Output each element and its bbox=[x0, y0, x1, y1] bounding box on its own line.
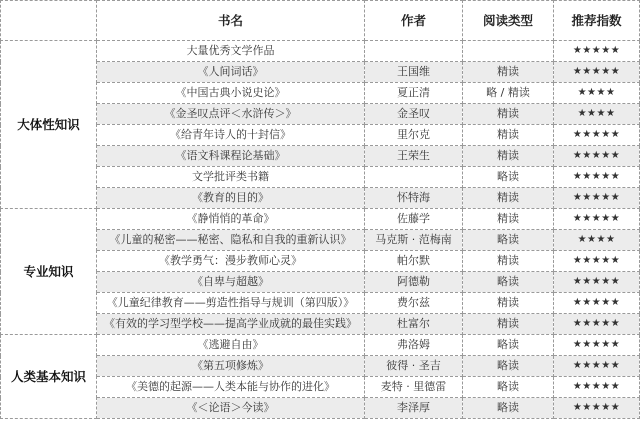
book-title-cell: 《有效的学习型学校——提高学业成就的最佳实践》 bbox=[97, 314, 365, 335]
author-cell: 李泽厚 bbox=[365, 398, 463, 419]
table-row bbox=[1, 251, 640, 272]
reading-type-cell: 精读 bbox=[463, 251, 554, 272]
table-row bbox=[1, 62, 640, 83]
table-row bbox=[1, 125, 640, 146]
book-title-cell: 《自卑与超越》 bbox=[97, 272, 365, 293]
table-row bbox=[1, 167, 640, 188]
rating-stars: ★★★★★ bbox=[554, 251, 640, 272]
book-title-cell: 《语文科课程论基础》 bbox=[97, 146, 365, 167]
rating-stars: ★★★★★ bbox=[554, 377, 640, 398]
book-title-cell: 《美德的起源——人类本能与协作的进化》 bbox=[97, 377, 365, 398]
rating-stars: ★★★★★ bbox=[554, 314, 640, 335]
book-title-cell: 《静悄悄的革命》 bbox=[97, 209, 365, 230]
book-title-cell: 大量优秀文学作品 bbox=[97, 41, 365, 62]
book-title-cell: 《第五项修炼》 bbox=[97, 356, 365, 377]
reading-type-cell: 略读 bbox=[463, 356, 554, 377]
table-row bbox=[1, 146, 640, 167]
book-title-cell: 《逃避自由》 bbox=[97, 335, 365, 356]
reading-type-cell: 精读 bbox=[463, 293, 554, 314]
rating-stars: ★★★★★ bbox=[554, 146, 640, 167]
table-row bbox=[1, 293, 640, 314]
rating-stars: ★★★★★ bbox=[554, 125, 640, 146]
reading-type-cell: 精读 bbox=[463, 314, 554, 335]
reading-type-cell: 精读 bbox=[463, 209, 554, 230]
table-row bbox=[1, 335, 640, 356]
book-title-cell: 《教育的目的》 bbox=[97, 188, 365, 209]
author-cell: 王荣生 bbox=[365, 146, 463, 167]
table-row bbox=[1, 209, 640, 230]
author-cell bbox=[365, 41, 463, 62]
rating-stars: ★★★★★ bbox=[554, 398, 640, 419]
author-cell: 里尔克 bbox=[365, 125, 463, 146]
header-title: 书名 bbox=[97, 1, 365, 41]
reading-type-cell: 略读 bbox=[463, 377, 554, 398]
author-cell: 佐藤学 bbox=[365, 209, 463, 230]
author-cell: 弗洛姆 bbox=[365, 335, 463, 356]
author-cell: 费尔兹 bbox=[365, 293, 463, 314]
table-row bbox=[1, 104, 640, 125]
reading-type-cell: 略读 bbox=[463, 167, 554, 188]
reading-type-cell: 精读 bbox=[463, 125, 554, 146]
rating-stars: ★★★★★ bbox=[554, 62, 640, 83]
category-label: 专业知识 bbox=[1, 209, 97, 335]
reading-type-cell: 略读 bbox=[463, 335, 554, 356]
header-row bbox=[1, 1, 640, 41]
category-label: 人类基本知识 bbox=[1, 335, 97, 419]
rating-stars: ★★★★★ bbox=[554, 272, 640, 293]
reading-type-cell: 略读 bbox=[463, 230, 554, 251]
reading-type-cell: 略读 bbox=[463, 272, 554, 293]
author-cell: 帕尔默 bbox=[365, 251, 463, 272]
reading-type-cell: 精读 bbox=[463, 188, 554, 209]
table-row bbox=[1, 230, 640, 251]
table-row bbox=[1, 314, 640, 335]
author-cell: 夏正清 bbox=[365, 83, 463, 104]
table-row bbox=[1, 83, 640, 104]
table-row bbox=[1, 41, 640, 62]
header-rating: 推荐指数 bbox=[554, 1, 640, 41]
book-title-cell: 《教学勇气：漫步教师心灵》 bbox=[97, 251, 365, 272]
author-cell: 杜富尔 bbox=[365, 314, 463, 335]
rating-stars: ★★★★★ bbox=[554, 188, 640, 209]
rating-stars: ★★★★★ bbox=[554, 293, 640, 314]
reading-type-cell: 精读 bbox=[463, 104, 554, 125]
reading-type-cell: 精读 bbox=[463, 62, 554, 83]
table-row bbox=[1, 188, 640, 209]
book-title-cell: 《＜论语＞今读》 bbox=[97, 398, 365, 419]
table-row bbox=[1, 398, 640, 419]
book-title-cell: 《人间词话》 bbox=[97, 62, 365, 83]
book-title-cell: 《金圣叹点评＜水浒传＞》 bbox=[97, 104, 365, 125]
book-title-cell: 文学批评类书籍 bbox=[97, 167, 365, 188]
rating-stars: ★★★★★ bbox=[554, 41, 640, 62]
rating-stars: ★★★★ bbox=[554, 104, 640, 125]
author-cell bbox=[365, 167, 463, 188]
table-row bbox=[1, 377, 640, 398]
author-cell: 王国维 bbox=[365, 62, 463, 83]
reading-type-cell bbox=[463, 41, 554, 62]
rating-stars: ★★★★ bbox=[554, 230, 640, 251]
table-row bbox=[1, 272, 640, 293]
reading-type-cell: 略读 bbox=[463, 398, 554, 419]
author-cell: 金圣叹 bbox=[365, 104, 463, 125]
book-title-cell: 《儿童纪律教育——剪造性指导与规训（第四版）》 bbox=[97, 293, 365, 314]
author-cell: 麦特 · 里德雷 bbox=[365, 377, 463, 398]
author-cell: 怀特海 bbox=[365, 188, 463, 209]
book-title-cell: 《中国古典小说史论》 bbox=[97, 83, 365, 104]
author-cell: 彼得 · 圣吉 bbox=[365, 356, 463, 377]
author-cell: 马克斯 · 范梅南 bbox=[365, 230, 463, 251]
author-cell: 阿德勒 bbox=[365, 272, 463, 293]
rating-stars: ★★★★★ bbox=[554, 356, 640, 377]
rating-stars: ★★★★★ bbox=[554, 209, 640, 230]
rating-stars: ★★★★ bbox=[554, 83, 640, 104]
rating-stars: ★★★★★ bbox=[554, 335, 640, 356]
book-title-cell: 《给青年诗人的十封信》 bbox=[97, 125, 365, 146]
header-reading-type: 阅读类型 bbox=[463, 1, 554, 41]
header-author: 作者 bbox=[365, 1, 463, 41]
book-title-cell: 《儿童的秘密——秘密、隐私和自我的重新认识》 bbox=[97, 230, 365, 251]
rating-stars: ★★★★★ bbox=[554, 167, 640, 188]
reading-type-cell: 略 / 精读 bbox=[463, 83, 554, 104]
category-label: 大体性知识 bbox=[1, 41, 97, 209]
table-row bbox=[1, 356, 640, 377]
reading-type-cell: 精读 bbox=[463, 146, 554, 167]
header-category bbox=[1, 1, 97, 41]
